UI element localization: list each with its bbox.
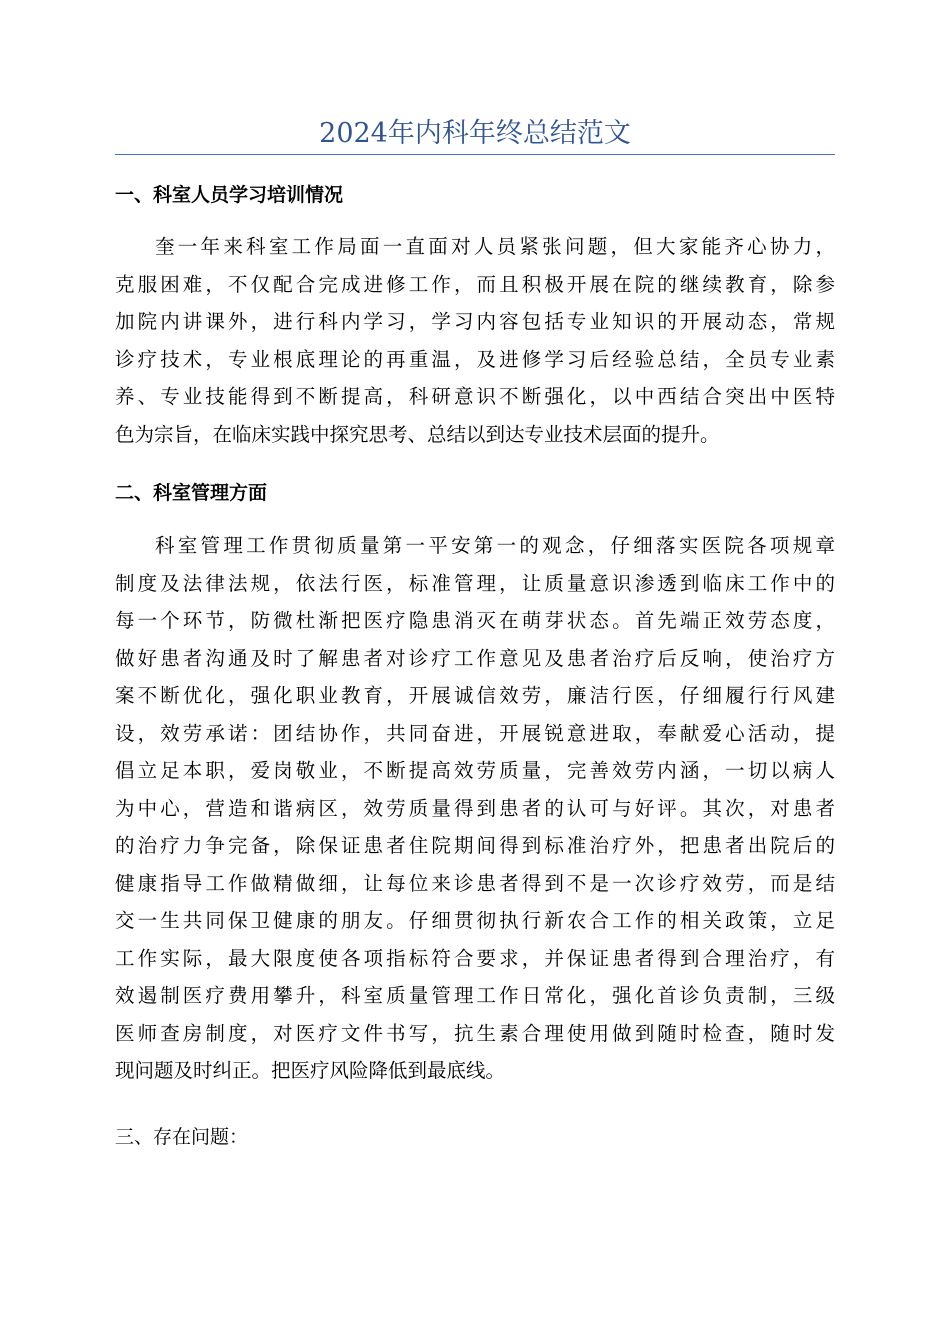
paragraph-line: 倡立足本职，爱岗敬业，不断提高效劳质量，完善效劳内涵，一切以病人 <box>115 759 835 782</box>
paragraph-line: 工作实际，最大限度使各项指标符合要求，并保证患者得到合理治疗，有 <box>115 946 835 970</box>
paragraph-line: 加院内讲课外，进行科内学习，学习内容包括专业知识的开展动态，常规 <box>115 310 835 333</box>
paragraph-line: 现问题及时纠正。把医疗风险降低到最底线。 <box>115 1059 506 1082</box>
paragraph-line: 色为宗旨，在临床实践中探究思考、总结以到达专业技术层面的提升。 <box>115 422 720 446</box>
paragraph-line: 每一个环节，防微杜渐把医疗隐患消灭在萌芽状态。首先端正效劳态度， <box>115 609 835 632</box>
paragraph-line: 养、专业技能得到不断提高，科研意识不断强化，以中西结合突出中医特 <box>115 385 835 408</box>
paragraph-line: 的治疗力争完备，除保证患者住院期间得到标准治疗外，把患者出院后的 <box>115 834 835 857</box>
paragraph-line: 克服困难，不仅配合完成进修工作，而且积极开展在院的继续教育，除参 <box>115 272 835 296</box>
paragraph-line: 医师查房制度，对医疗文件书写，抗生素合理使用做到随时检查，随时发 <box>115 1021 835 1045</box>
paragraph-line: 交一生共同保卫健康的朋友。仔细贯彻执行新农合工作的相关政策，立足 <box>115 909 835 932</box>
paragraph-line: 案不断优化，强化职业教育，开展诚信效劳，廉洁行医，仔细履行行风建 <box>115 684 835 707</box>
paragraph-line: 诊疗技术，专业根底理论的再重温，及进修学习后经验总结，全员专业素 <box>115 347 835 371</box>
document-title: 2024年内科年终总结范文 <box>319 118 631 149</box>
title-underline <box>115 154 835 155</box>
paragraph-line: 为中心，营造和谐病区，效劳质量得到患者的认可与好评。其次，对患者 <box>115 796 835 820</box>
paragraph-line: 效遏制医疗费用攀升，科室质量管理工作日常化，强化首诊负责制，三级 <box>115 984 835 1007</box>
paragraph-line: 设，效劳承诺：团结协作，共同奋进，开展锐意进取，奉献爱心活动，提 <box>115 721 835 745</box>
section-heading-1: 一、科室人员学习培训情况 <box>115 184 344 206</box>
paragraph-line: 做好患者沟通及时了解患者对诊疗工作意见及患者治疗后反响，使治疗方 <box>115 646 835 670</box>
section-heading-3: 三、存在问题： <box>115 1126 249 1148</box>
section-1-paragraph <box>115 228 835 453</box>
section-2-paragraph <box>115 527 835 1090</box>
paragraph-line: 奎一年来科室工作局面一直面对人员紧张问题，但大家能齐心协力， <box>155 235 835 258</box>
paragraph-line: 制度及法律法规，依法行医，标准管理，让质量意识渗透到临床工作中的 <box>115 571 835 595</box>
paragraph-line: 健康指导工作做精做细，让每位来诊患者得到不是一次诊疗效劳，而是结 <box>115 871 835 895</box>
paragraph-line: 科室管理工作贯彻质量第一平安第一的观念，仔细落实医院各项规章 <box>155 534 835 557</box>
section-heading-2: 二、科室管理方面 <box>115 482 268 504</box>
